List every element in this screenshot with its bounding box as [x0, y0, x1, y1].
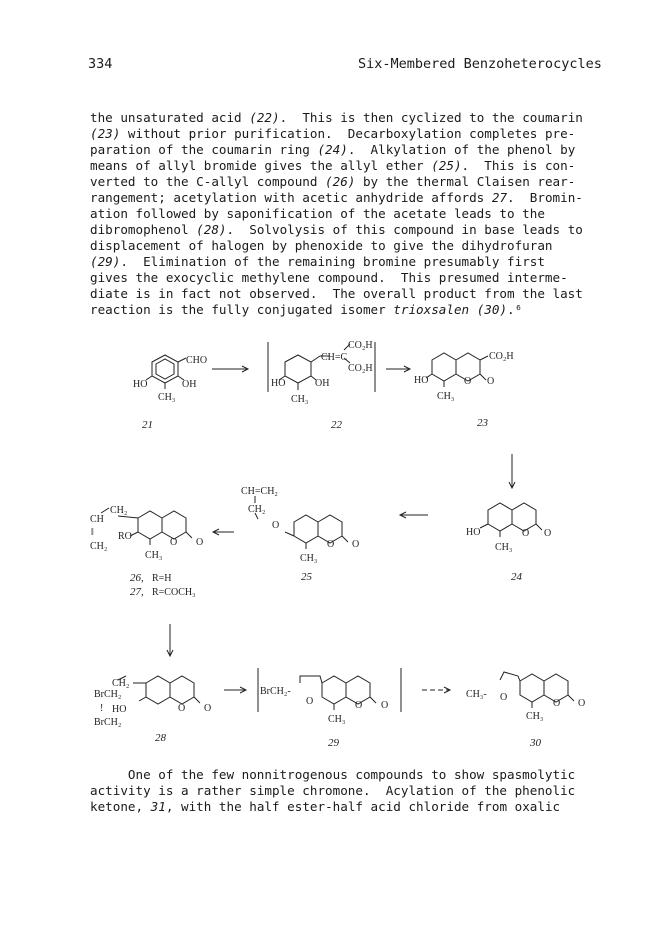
compound-number-21: 21: [142, 419, 153, 431]
text-run: paration of the coumarin ring: [90, 142, 318, 157]
label-double-bond: ‖: [91, 527, 94, 538]
compound-number-26: 26,: [130, 572, 144, 584]
structure-26-27: [90, 505, 203, 561]
label-co2h: CO₂H: [348, 340, 373, 351]
label-o: O: [196, 537, 204, 548]
text-run: . Bromin-: [507, 190, 583, 205]
label-o: O: [355, 700, 363, 711]
structure-29: [258, 668, 401, 725]
compound-number-23: 23: [477, 417, 488, 429]
text-run: without prior purification. Decarboxylation completes pre-: [120, 126, 576, 141]
text-run: diate is in fact not observed. The overall product from the last: [90, 286, 583, 301]
text-line: [90, 799, 590, 815]
italic-reference: 27: [491, 190, 508, 205]
label-brch: BrCH₂: [94, 717, 122, 728]
text-run: gives the exocyclic methylene compound. This presumed interme-: [90, 270, 568, 285]
italic-reference: (22): [249, 110, 280, 125]
reaction-arrow: [509, 454, 515, 488]
italic-reference: (25): [431, 158, 462, 173]
text-run: activity is a rather simple chromone. Acylation of the phenolic: [90, 783, 576, 798]
compound-number-28: 28: [155, 732, 166, 744]
label-ch3: CH₃: [300, 553, 318, 564]
label-o: O: [381, 700, 389, 711]
text-run: . Elimination of the remaining bromine presumably first: [120, 254, 545, 269]
label-ho: HO: [271, 378, 286, 389]
label-r-h: R=H: [152, 573, 172, 584]
label-co2h: CO₂H: [489, 351, 514, 362]
structure-25: [241, 486, 359, 564]
text-run: One of the few nonnitrogenous compounds to show spasmolytic: [90, 767, 576, 782]
label-cho: CHO: [186, 355, 208, 366]
label-ch3: CH₃: [437, 391, 455, 402]
text-run: means of allyl bromide gives the allyl ether: [90, 158, 432, 173]
label-o: O: [464, 376, 472, 387]
structure-24: [466, 503, 551, 553]
label-ch3-dash: CH₃-: [466, 689, 487, 700]
italic-reference: (24): [317, 142, 348, 157]
label-o: O: [578, 698, 586, 709]
label-ho: HO: [466, 527, 481, 538]
structure-23: [414, 351, 514, 402]
structure-21: [133, 355, 207, 403]
label-ch2: CH₂: [248, 504, 266, 515]
text-run: reaction is the fully conjugated isomer: [90, 302, 394, 317]
text-run: verted to the C-allyl compound: [90, 174, 326, 189]
compound-number-24: 24: [511, 571, 522, 583]
structure-22: [268, 340, 375, 405]
label-oh: OH: [182, 379, 197, 390]
label-o: O: [306, 696, 314, 707]
reaction-arrow: [386, 366, 410, 372]
label-single-bond: !: [100, 703, 104, 714]
reaction-arrow: [224, 687, 246, 693]
label-o: O: [327, 539, 335, 550]
label-o: O: [553, 698, 561, 709]
compound-number-27: 27,: [130, 586, 144, 598]
italic-reference: trioxsalen (30): [393, 302, 508, 317]
compound-number-29: 29: [328, 737, 339, 749]
italic-reference: 31: [150, 799, 166, 814]
label-oh: OH: [315, 378, 330, 389]
label-ho: HO: [133, 379, 148, 390]
italic-reference: (26): [325, 174, 356, 189]
label-o: O: [522, 528, 530, 539]
label-o: O: [544, 528, 552, 539]
page-number: 334: [88, 56, 113, 72]
reaction-arrow: [212, 366, 248, 372]
label-ro: RO: [118, 531, 132, 542]
running-title: Six-Membered Benzoheterocycles: [358, 56, 602, 72]
label-ch: CH: [90, 514, 104, 525]
label-o: O: [352, 539, 360, 550]
body-paragraph: [90, 767, 590, 815]
structure-28: [94, 676, 211, 728]
text-line: [90, 767, 590, 783]
label-r-coch3: R=COCH₃: [152, 587, 196, 598]
italic-reference: (28): [196, 222, 227, 237]
compound-number-22: 22: [331, 419, 342, 431]
structure-30: [466, 672, 585, 722]
text-run: rangement; acetylation with acetic anhydride affords: [90, 190, 492, 205]
label-ch2: CH₂: [110, 505, 128, 516]
text-run: by the thermal Claisen rear-: [355, 174, 576, 189]
label-ch3: CH₃: [526, 711, 544, 722]
label-ch2: CH₂: [90, 541, 108, 552]
label-ho: HO: [414, 375, 429, 386]
label-ch3: CH₃: [291, 394, 309, 405]
label-brch2: BrCH₂: [94, 689, 122, 700]
text-run: , with the half ester-half acid chloride from oxalic: [165, 799, 561, 814]
text-run: . This is then cyclized to the coumarin: [279, 110, 583, 125]
italic-reference: (23): [90, 126, 121, 141]
reaction-arrow: [213, 529, 234, 535]
italic-reference: (29): [90, 254, 121, 269]
text-run: ketone,: [90, 799, 151, 814]
label-ch-eq-ch2: CH=CH₂: [241, 486, 278, 497]
text-run: the unsaturated acid: [90, 110, 250, 125]
text-run: . This is con-: [461, 158, 576, 173]
compound-number-30: 30: [530, 737, 541, 749]
label-o: O: [178, 703, 186, 714]
label-o: O: [487, 376, 495, 387]
text-run: . Alkylation of the phenol by: [347, 142, 576, 157]
text-run: . Solvolysis of this compound in base leads to: [226, 222, 583, 237]
reaction-arrow: [167, 624, 173, 656]
compound-number-25: 25: [301, 571, 312, 583]
label-ho: HO: [112, 704, 127, 715]
label-co2h: CO₂H: [348, 363, 373, 374]
label-ch-eq-c: CH=C: [321, 352, 348, 363]
text-run: .⁶: [507, 302, 523, 317]
label-o: O: [170, 537, 178, 548]
label-brch2-dash: BrCH₂-: [260, 686, 291, 697]
label-ch3: CH₃: [495, 542, 513, 553]
text-run: dibromophenol: [90, 222, 197, 237]
text-line: [90, 783, 590, 799]
label-ch2: CH₂: [112, 678, 130, 689]
label-ch3: CH₃: [158, 392, 176, 403]
label-o: O: [204, 703, 212, 714]
label-ch3: CH₃: [145, 550, 163, 561]
label-o: O: [500, 692, 508, 703]
reaction-arrow: [400, 512, 428, 518]
reaction-arrow: [422, 687, 450, 693]
label-ch3: CH₃: [328, 714, 346, 725]
text-run: displacement of halogen by phenoxide to give the dihydrofuran: [90, 238, 553, 253]
label-o: O: [272, 520, 280, 531]
text-run: ation followed by saponification of the acetate leads to the: [90, 206, 545, 221]
